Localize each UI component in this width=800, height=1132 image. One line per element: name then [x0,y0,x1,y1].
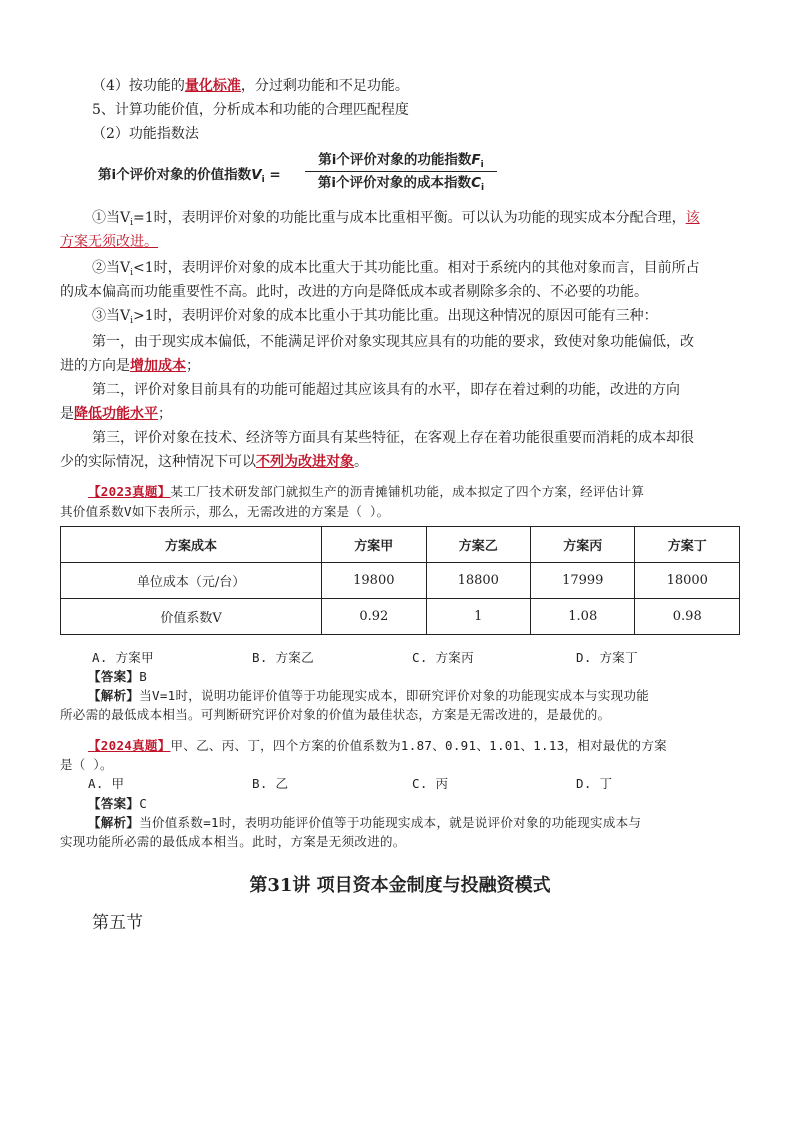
value-coefficient-table [60,526,740,635]
reason-3-line2: 少的实际情况，这种情况下可以不列为改进对象。 [60,454,368,470]
table-cell: 单位成本（元/台） [61,563,322,599]
table-cell: 17999 [531,563,635,599]
q2023-analysis-line2: 所必需的最低成本相当。可判断研究评价对象的价值为最佳状态，方案是无需改进的，是最优的。 [60,707,611,722]
section-heading: 第五节 [92,913,143,933]
case-3-line1: ③当$V_i>1$时，表明评价对象的成本比重小于其功能比重。出现这种情况的原因可能有三种： [92,308,658,326]
reason-2-line1: 第二，评价对象目前具有的功能可能超过其应该具有的水平，即存在着过剩的功能，改进的方向 [92,382,680,398]
table-header-cell: 方案丁 [635,527,740,563]
formula-lhs: 第i个评价对象的价值指数$V_i$ = [98,167,281,185]
highlight-quant-standard: 量化标准 [184,78,241,94]
highlight-not-listed: 不列为改进对象 [256,454,354,470]
q2023-analysis-line1: 【解析】当V=1时，说明功能评价值等于功能现实成本，即研究评价对象的功能现实成本与实现功能 [88,688,650,703]
case-2-line2: 的成本偏高而功能重要性不高。此时，改进的方向是降低成本或者剔除多余的、不必要的功能。 [60,284,648,300]
fraction-bar [305,171,497,172]
highlight-no-improve: 方案无须改进。 [60,234,158,250]
table-cell: 1 [426,599,530,635]
table-cell: 18000 [635,563,740,599]
reason-1-line1: 第一，由于现实成本偏低，不能满足评价对象实现其应具有的功能的要求，致使对象功能偏低，改 [92,334,694,350]
case-1-line1: ①当$V_i=1$时，表明评价对象的功能比重与成本比重相平衡。可以认为功能的现实成本分配合理，该 [92,210,700,228]
table-header-cell: 方案成本 [61,527,322,563]
q2024-option-a: A. 甲 [88,776,125,791]
formula-denominator: 第i个评价对象的成本指数$C_i$ [317,175,485,193]
table-row [61,599,740,635]
q2023-option-b: B. 方案乙 [252,650,314,665]
highlight-reduce-function: 降低功能水平 [74,406,158,422]
lecture-title: 第31讲 项目资本金制度与投融资模式 [249,875,551,896]
q2024-line1: 【2024真题】甲、乙、丙、丁，四个方案的价值系数为1.87、0.91、1.01、1.13，相对最优的方案 [88,738,667,753]
step-5-heading: 5、计算功能价值，分析成本和功能的合理匹配程度 [92,102,409,118]
reason-1-line2: 进的方向是增加成本； [60,358,200,374]
q2024-analysis-line2: 实现功能所必需的最低成本相当。此时，方案是无须改进的。 [60,834,406,849]
q2024-option-b: B. 乙 [252,776,289,791]
q2024-option-c: C. 丙 [412,776,449,791]
formula-numerator: 第i个评价对象的功能指数$F_i$ [318,152,484,170]
table-cell: 19800 [322,563,426,599]
table-header-row [61,527,740,563]
table-cell: 价值系数V [61,599,322,635]
q2024-tag: 【2024真题】 [88,738,171,753]
table-cell: 0.92 [322,599,426,635]
value-index-formula [98,150,518,196]
table-cell: 1.08 [531,599,635,635]
table-header-cell: 方案甲 [322,527,426,563]
q2023-line1: 【2023真题】某工厂技术研发部门就拟生产的沥青摊铺机功能，成本拟定了四个方案，经评估计算 [88,484,645,499]
q2024-analysis-line1: 【解析】当价值系数=1时，表明功能评价值等于功能现实成本，就是说评价对象的功能现实成本与 [88,815,642,830]
q2024-line2: 是（ ）。 [60,757,113,772]
table-row [61,563,740,599]
method-2-heading: （2）功能指数法 [92,126,199,142]
highlight-increase-cost: 增加成本 [130,358,186,374]
reason-3-line1: 第三，评价对象在技术、经济等方面具有某些特征，在客观上存在着功能很重要而消耗的成本却很 [92,430,694,446]
q2023-answer: 【答案】B [88,669,148,684]
table-cell: 18800 [426,563,530,599]
q2023-option-d: D. 方案丁 [576,650,638,665]
formula-fraction [305,150,497,193]
q2023-tag: 【2023真题】 [88,484,171,499]
q2023-option-a: A. 方案甲 [92,650,154,665]
case-1-line2 [60,232,158,252]
para-quantification: （4）按功能的量化标准，分过剩功能和不足功能。 [92,78,409,94]
table-cell: 0.98 [635,599,740,635]
table-header-cell: 方案丙 [531,527,635,563]
q2024-answer: 【答案】C [88,796,148,811]
reason-2-line2: 是降低功能水平； [60,406,172,422]
q2023-line2: 其价值系数V如下表所示，那么，无需改进的方案是（ ）。 [60,504,390,519]
q2024-option-d: D. 丁 [576,776,613,791]
table-header-cell: 方案乙 [426,527,530,563]
q2023-option-c: C. 方案丙 [412,650,474,665]
case-2-line1: ②当$V_i<1$时，表明评价对象的成本比重大于其功能比重。相对于系统内的其他对象而言，目前所占 [92,260,700,278]
